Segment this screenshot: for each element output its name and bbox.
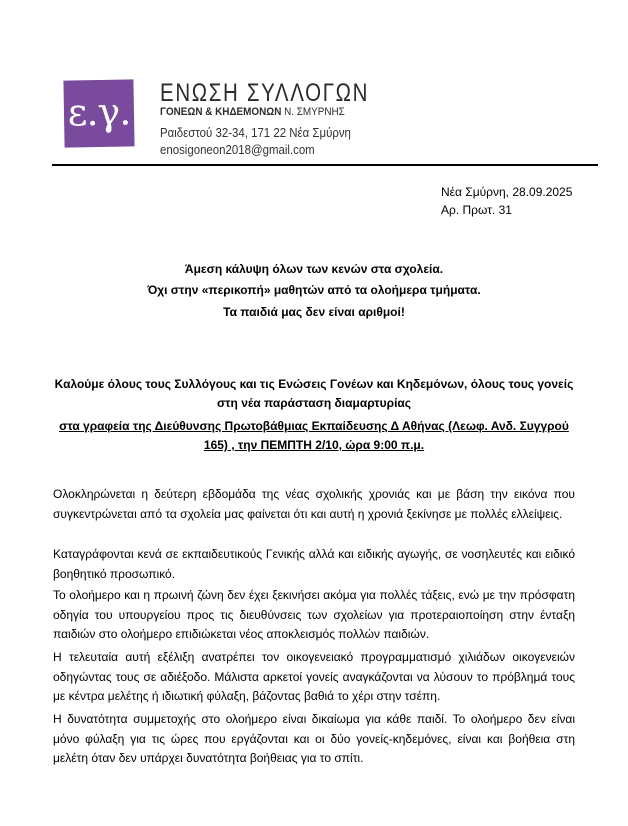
body-paragraph: Ολοκληρώνεται η δεύτερη εβδομάδα της νέας σχολικής χρονιάς και με βάση την εικόνα που συγκεντρώνεται από τα σχολεία μας φαίνεται ότι και αυτή η χρονιά ξεκίνησε με πολλές ελλείψεις.	[53, 487, 575, 521]
body-paragraph: Η δυνατότητα συμμετοχής στο ολοήμερο είναι δικαίωμα για κάθε παιδί. Το ολοήμερο δεν είναι μόνο φύλαξη για τις ώρες που εργάζονται και οι δύο γονείς-κηδεμόνες, είναι και βοήθεια στη μελέτη όταν δεν υπάρχει δυνατότητα βοήθειας για το σπίτι.	[53, 712, 575, 765]
organization-subtitle-bold: ΓΟΝΕΩΝ & ΚΗΔΕΜΟΝΩΝ	[160, 106, 282, 118]
organization-subtitle-city: Ν. ΣΜΥΡΝΗΣ	[284, 106, 345, 118]
organization-subtitle	[160, 106, 345, 118]
letterhead-divider	[52, 164, 598, 166]
protest-location: στα γραφεία της Διεύθυνσης Πρωτοβάθμιας Εκπαίδευσης Δ Αθήνας (Λεωφ. Ανδ. Συγγρού 165) , την ΠΕΜΠΤΗ 2/10, ώρα 9:00 π.μ.	[59, 419, 569, 452]
organization-email: enosigoneon2018@gmail.com	[160, 142, 315, 157]
union-logo	[63, 79, 134, 147]
headline-line-3: Τα παιδιά μας δεν είναι αριθμοί!	[223, 305, 405, 319]
protest-invitation: Καλούμε όλους τους Συλλόγους και τις Ενώσεις Γονέων και Κηδεμόνων, όλους τους γονείς στη νέα παράσταση διαμαρτυρίας	[54, 377, 574, 410]
body-paragraph: Καταγράφονται κενά σε εκπαιδευτικούς Γενικής αλλά και ειδικής αγωγής, σε νοσηλευτές και ειδικό βοηθητικό προσωπικό.	[53, 547, 575, 581]
body-paragraph: Η τελευταία αυτή εξέλιξη ανατρέπει τον οικογενειακό προγραμματισμό χιλιάδων οικογενειών οδηγώντας τους σε αδιέξοδο. Μάλιστα αρκετοί γονείς αναγκάζονται να λύσουν το πρόβλημά τους με κέντρα μελέτης ή ιδιωτική φύλαξη, βάζοντας βαθιά το χέρι στην τσέπη.	[53, 650, 575, 703]
organization-address: Ραιδεστού 32-34, 171 22 Νέα Σμύρνη	[160, 125, 351, 140]
headline-line-2: Όχι στην «περικοπή» μαθητών από τα ολοήμερα τμήματα.	[147, 283, 481, 297]
organization-name: ΕΝΩΣΗ ΣΥΛΛΟΓΩΝ	[160, 79, 370, 107]
logo-text: ε.γ.	[67, 88, 131, 135]
protocol-number: Αρ. Πρωτ. 31	[441, 203, 512, 217]
headline-line-1: Άμεση κάλυψη όλων των κενών στα σχολεία.	[184, 262, 444, 276]
document-date: Νέα Σμύρνη, 28.09.2025	[441, 185, 573, 199]
body-paragraph: Το ολοήμερο και η πρωινή ζώνη δεν έχει ξεκινήσει ακόμα για πολλές τάξεις, ενώ με την πρόσφατη οδηγία του υπουργείου προς τις διευθύνσεις των σχολείων για προτεραιοποίηση στην ένταξη παιδιών στο ολοήμερο επιδιώκεται νέος αποκλεισμός πολλών παιδιών.	[53, 588, 575, 641]
